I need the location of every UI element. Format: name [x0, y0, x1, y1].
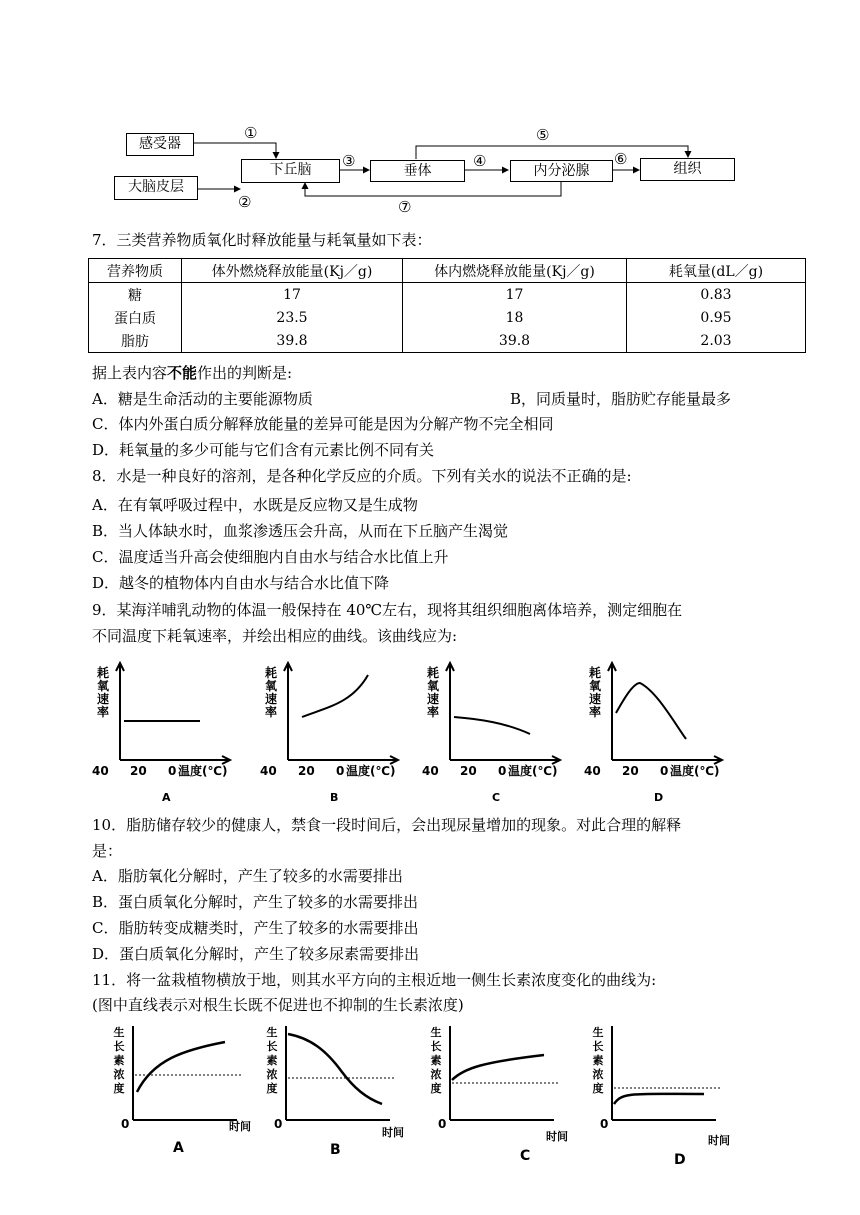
q8-option-d: D．越冬的植物体内自由水与结合水比值下降	[92, 574, 390, 592]
q11-graph	[267, 1025, 405, 1158]
y-axis-label: 氧	[588, 679, 602, 693]
box-receptor: 感受器	[126, 133, 194, 156]
table-cell: 0.83	[627, 283, 806, 307]
graph-label: B	[330, 1142, 341, 1158]
q9-graph	[92, 663, 230, 804]
y-axis-label: 浓	[430, 1068, 442, 1081]
q7-stem: 7．三类营养物质氧化时释放能量与耗氧量如下表：	[92, 231, 432, 249]
curve	[137, 1042, 225, 1092]
y-axis-label: 率	[588, 705, 602, 719]
tick-label: 20	[298, 764, 315, 778]
table-cell: 39.8	[403, 329, 627, 353]
table-header-row	[89, 259, 806, 283]
table-cell: 39.8	[182, 329, 403, 353]
box-endocrine: 内分泌腺	[510, 160, 613, 182]
y-axis-label: 素	[592, 1054, 604, 1067]
tick-label: 40	[584, 764, 601, 778]
flow-num-1: ①	[244, 124, 258, 142]
y-axis-label: 生	[430, 1026, 442, 1039]
tick-label: 0	[498, 764, 507, 778]
curve	[454, 717, 530, 734]
y-axis-label: 率	[96, 705, 110, 719]
y-axis-label: 速	[96, 692, 110, 706]
q7-prompt	[92, 363, 292, 383]
q11-graph	[114, 1025, 252, 1156]
graph-label: A	[173, 1140, 184, 1156]
graph-label: C	[520, 1148, 531, 1164]
tick-label: 0	[168, 764, 177, 778]
y-axis-label: 素	[430, 1054, 442, 1067]
x-axis-label: 时间	[229, 1120, 251, 1133]
y-axis-label: 氧	[426, 679, 440, 693]
table-cell: 糖	[89, 283, 182, 307]
flow-num-2: ②	[238, 193, 252, 211]
q9-stem-2: 不同温度下耗氧速率，并绘出相应的曲线。该曲线应为:	[92, 627, 458, 645]
flow-num-6: ⑥	[614, 150, 628, 168]
q9-graphs	[0, 655, 860, 815]
y-axis-label: 氧	[264, 679, 278, 693]
y-axis-label: 生	[113, 1026, 125, 1039]
graph-label: C	[492, 791, 501, 804]
q7-option-b: B，同质量时，脂肪贮存能量最多	[510, 390, 732, 408]
origin-label: 0	[121, 1117, 130, 1131]
box-pituitary: 垂体	[370, 160, 465, 182]
y-axis-label: 耗	[96, 666, 110, 680]
q7-table	[88, 258, 806, 353]
graph-label: D	[674, 1152, 686, 1168]
table-header: 体外燃烧释放能量(Kj／g)	[182, 259, 403, 283]
y-axis-label: 速	[588, 692, 602, 706]
tick-label: 0	[336, 764, 345, 778]
table-cell: 17	[403, 283, 627, 307]
origin-label: 0	[274, 1117, 283, 1131]
curve	[288, 1034, 382, 1104]
table-cell: 17	[182, 283, 403, 307]
flow-num-4: ④	[473, 152, 487, 170]
y-axis-label: 生	[266, 1026, 278, 1039]
q9-graph	[260, 663, 398, 804]
q8-option-b: B．当人体缺水时，血浆渗透压会升高，从而在下丘脑产生渴觉	[92, 522, 509, 540]
y-axis-label: 长	[592, 1040, 604, 1053]
y-axis-label: 度	[113, 1082, 125, 1095]
table-header: 体内燃烧释放能量(Kj／g)	[403, 259, 627, 283]
table-row	[89, 329, 806, 353]
q9-stem-1: 9．某海洋哺乳动物的体温一般保持在 40℃左右，现将其组织细胞离体培养，测定细胞在	[92, 601, 683, 619]
y-axis-label: 度	[266, 1082, 278, 1095]
tick-label: 40	[92, 764, 109, 778]
curve	[452, 1055, 544, 1080]
y-axis-label: 耗	[588, 666, 602, 680]
q7-prompt-post: 作出的判断是:	[197, 364, 293, 382]
table-row	[89, 283, 806, 307]
q10-option-b: B．蛋白质氧化分解时，产生了较多的水需要排出	[92, 893, 419, 911]
q11-stem-2: (图中直线表示对根生长既不促进也不抑制的生长素浓度)	[92, 996, 464, 1014]
flow-num-7: ⑦	[398, 198, 412, 216]
y-axis-label: 率	[264, 705, 278, 719]
y-axis-label: 速	[426, 692, 440, 706]
y-axis-label: 速	[264, 692, 278, 706]
q10-stem-1: 10．脂肪储存较少的健康人，禁食一段时间后，会出现尿量增加的现象。对此合理的解释	[92, 816, 682, 834]
table-row	[89, 306, 806, 329]
q8-option-a: A．在有氧呼吸过程中，水既是反应物又是生成物	[92, 496, 418, 514]
q11-graph-group	[114, 1025, 731, 1168]
x-axis-label: 温度(℃)	[178, 764, 228, 778]
tick-label: 40	[260, 764, 277, 778]
y-axis-label: 度	[592, 1082, 604, 1095]
x-axis-label: 时间	[382, 1126, 404, 1139]
y-axis-label: 生	[592, 1026, 604, 1039]
q9-graph-group	[92, 663, 722, 804]
y-axis-label: 耗	[264, 666, 278, 680]
table-cell: 蛋白质	[89, 306, 182, 329]
box-hypothalamus: 下丘脑	[241, 159, 340, 183]
tick-label: 20	[460, 764, 477, 778]
y-axis-label: 长	[113, 1040, 125, 1053]
graph-label: D	[654, 791, 664, 804]
graph-label: A	[162, 791, 171, 804]
y-axis-label: 浓	[266, 1068, 278, 1081]
q7-option-a: A．糖是生命活动的主要能源物质	[92, 390, 313, 408]
flow-num-3: ③	[342, 152, 356, 170]
tick-label: 0	[660, 764, 669, 778]
table-cell: 脂肪	[89, 329, 182, 353]
table-cell: 0.95	[627, 306, 806, 329]
q8-stem: 8．水是一种良好的溶剂，是各种化学反应的介质。下列有关水的说法不正确的是:	[92, 467, 632, 485]
x-axis-label: 时间	[546, 1130, 568, 1143]
q9-graph	[422, 663, 560, 804]
y-axis-label: 率	[426, 705, 440, 719]
tick-label: 20	[622, 764, 639, 778]
q7-prompt-bold: 不能	[167, 364, 198, 382]
table-header: 耗氧量(dL／g)	[627, 259, 806, 283]
table-cell: 23.5	[182, 306, 403, 329]
tick-label: 40	[422, 764, 439, 778]
origin-label: 0	[600, 1117, 609, 1131]
table-cell: 2.03	[627, 329, 806, 353]
y-axis-label: 长	[430, 1040, 442, 1053]
y-axis-label: 素	[266, 1054, 278, 1067]
y-axis-label: 氧	[96, 679, 110, 693]
q7-option-c: C．体内外蛋白质分解释放能量的差异可能是因为分解产物不完全相同	[92, 415, 554, 433]
origin-label: 0	[438, 1117, 447, 1131]
x-axis-label: 温度(℃)	[508, 764, 558, 778]
tick-label: 20	[130, 764, 147, 778]
q7-prompt-pre: 据上表内容	[92, 364, 168, 382]
curve	[614, 1094, 704, 1104]
q8-option-c: C．温度适当升高会使细胞内自由水与结合水比值上升	[92, 548, 449, 566]
q10-option-c: C．脂肪转变成糖类时，产生了较多的水需要排出	[92, 919, 419, 937]
q10-option-a: A．脂肪氧化分解时，产生了较多的水需要排出	[92, 867, 403, 885]
q11-graph	[431, 1025, 569, 1164]
box-tissue: 组织	[640, 158, 735, 181]
x-axis-label: 时间	[708, 1134, 730, 1147]
y-axis-label: 素	[113, 1054, 125, 1067]
y-axis-label: 耗	[426, 666, 440, 680]
table-cell: 18	[403, 306, 627, 329]
x-axis-label: 温度(℃)	[670, 764, 720, 778]
x-axis-label: 温度(℃)	[346, 764, 396, 778]
graph-label: B	[330, 791, 339, 804]
q11-graphs	[0, 1020, 860, 1210]
q10-stem-2: 是：	[92, 842, 123, 860]
flow-num-5: ⑤	[536, 126, 550, 144]
y-axis-label: 浓	[113, 1068, 125, 1081]
q10-option-d: D．蛋白质氧化分解时，产生了较多尿素需要排出	[92, 945, 420, 963]
curve	[616, 683, 686, 739]
y-axis-label: 浓	[592, 1068, 604, 1081]
box-cortex: 大脑皮层	[114, 176, 198, 200]
table-header: 营养物质	[89, 259, 182, 283]
q9-graph	[584, 663, 722, 804]
y-axis-label: 长	[266, 1040, 278, 1053]
q7-option-d: D．耗氧量的多少可能与它们含有元素比例不同有关	[92, 441, 435, 459]
y-axis-label: 度	[430, 1082, 442, 1095]
q11-graph	[593, 1025, 731, 1168]
curve	[302, 675, 368, 717]
q11-stem-1: 11．将一盆栽植物横放于地，则其水平方向的主根近地一侧生长素浓度变化的曲线为:	[92, 971, 657, 989]
